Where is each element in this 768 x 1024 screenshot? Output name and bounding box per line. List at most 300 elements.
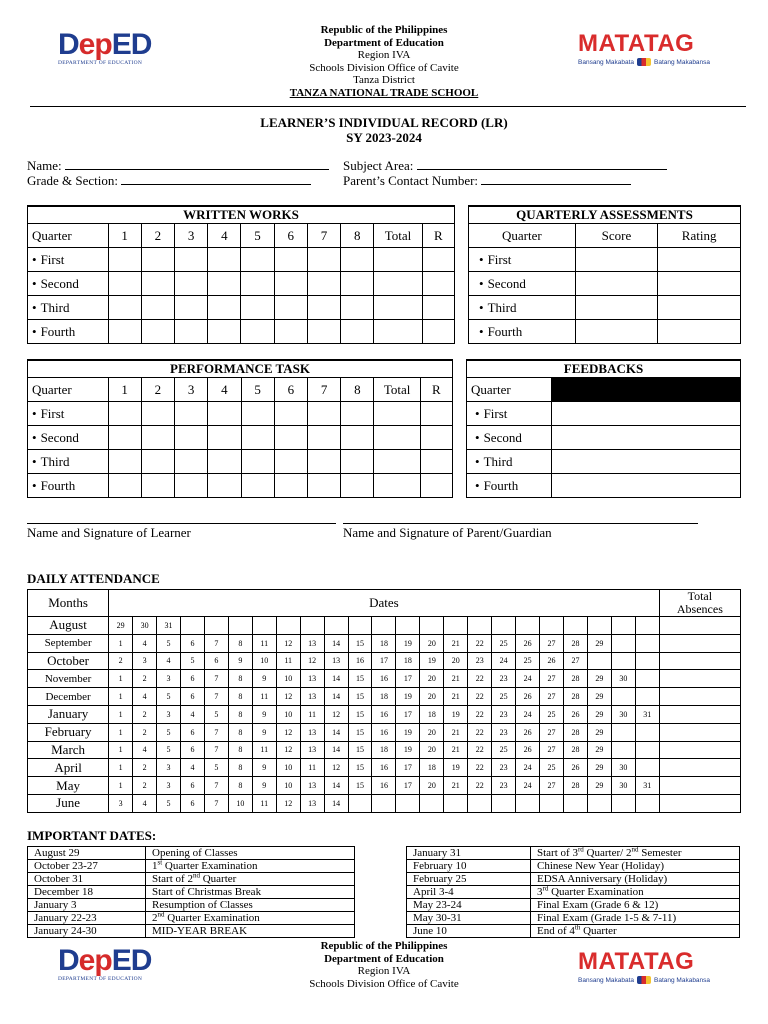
empty-date-cell [516, 617, 540, 635]
important-date-row [28, 912, 355, 925]
date-cell: 1 [109, 705, 133, 723]
attendance-row [28, 652, 741, 670]
important-date: January 31 [407, 847, 531, 860]
date-cell: 8 [228, 741, 252, 759]
date-cell: 27 [540, 670, 564, 688]
learner-signature-line [27, 523, 336, 524]
date-cell: 15 [348, 688, 372, 706]
date-cell: 4 [133, 794, 157, 812]
attendance-row [28, 777, 741, 795]
empty-date-cell [300, 617, 324, 635]
flag-icon [637, 58, 651, 66]
important-event: MID-YEAR BREAK [146, 925, 355, 938]
date-cell: 13 [300, 670, 324, 688]
date-cell: 1 [109, 777, 133, 795]
empty-date-cell [635, 688, 659, 706]
date-cell: 16 [372, 670, 396, 688]
date-cell: 1 [109, 688, 133, 706]
date-cell: 24 [492, 652, 516, 670]
date-cell: 30 [611, 670, 635, 688]
date-cell: 17 [396, 759, 420, 777]
date-cell: 9 [252, 759, 276, 777]
date-cell: 20 [420, 741, 444, 759]
date-cell: 7 [204, 723, 228, 741]
empty-date-cell [635, 617, 659, 635]
month-label: November [28, 670, 109, 688]
empty-date-cell [611, 688, 635, 706]
header-text: Republic of the Philippines Department of Education Region IVA Schools Division Office of Cavite Tanza District TANZA NATIONAL TRADE SCHOOL [234, 24, 534, 99]
date-cell: 26 [516, 634, 540, 652]
date-cell: 8 [228, 688, 252, 706]
date-cell: 16 [348, 652, 372, 670]
date-cell: 29 [587, 741, 611, 759]
month-label: June [28, 794, 109, 812]
fb-row-label: • First [467, 402, 552, 426]
empty-date-cell [540, 617, 564, 635]
important-date-row [28, 925, 355, 938]
date-cell: 15 [348, 670, 372, 688]
total-absences-cell [659, 705, 740, 723]
qa-row-label: • Third [469, 296, 576, 320]
date-cell: 5 [157, 688, 181, 706]
date-cell: 12 [276, 634, 300, 652]
important-event: Start of Christmas Break [146, 886, 355, 899]
date-cell: 21 [444, 670, 468, 688]
attendance-row [28, 688, 741, 706]
date-cell: 16 [372, 705, 396, 723]
total-absences-cell [659, 794, 740, 812]
month-label: December [28, 688, 109, 706]
empty-date-cell [372, 617, 396, 635]
date-cell: 9 [252, 705, 276, 723]
date-cell: 14 [324, 777, 348, 795]
important-date-row [407, 912, 740, 925]
important-date: April 3-4 [407, 886, 531, 899]
attendance-row [28, 759, 741, 777]
empty-date-cell [348, 794, 372, 812]
date-cell: 2 [133, 705, 157, 723]
date-cell: 24 [516, 705, 540, 723]
date-cell: 26 [563, 705, 587, 723]
date-cell: 19 [420, 652, 444, 670]
date-cell: 10 [276, 705, 300, 723]
date-cell: 15 [348, 759, 372, 777]
footer-deped-logo: DepED DEPARTMENT OF EDUCATION [58, 944, 152, 982]
important-date: June 10 [407, 925, 531, 938]
footer-text: Republic of the Philippines Department of Education Region IVA Schools Division Office of Cavite [309, 940, 459, 990]
empty-date-cell [635, 794, 659, 812]
date-cell: 19 [396, 723, 420, 741]
total-absences-cell [659, 617, 740, 635]
date-cell: 21 [444, 777, 468, 795]
important-date-row [28, 847, 355, 860]
date-cell: 10 [276, 777, 300, 795]
important-date: January 24-30 [28, 925, 146, 938]
date-cell: 30 [611, 759, 635, 777]
parent-signature-label: Name and Signature of Parent/Guardian [343, 525, 552, 540]
date-cell: 28 [563, 741, 587, 759]
important-event: Chinese New Year (Holiday) [531, 860, 740, 873]
empty-date-cell [444, 794, 468, 812]
date-cell: 12 [276, 741, 300, 759]
empty-date-cell [563, 617, 587, 635]
month-label: February [28, 723, 109, 741]
date-cell: 1 [109, 670, 133, 688]
empty-date-cell [635, 741, 659, 759]
date-cell: 16 [372, 723, 396, 741]
months-header: Months [28, 590, 109, 617]
important-event: Final Exam (Grade 1-5 & 7-11) [531, 912, 740, 925]
date-cell: 14 [324, 634, 348, 652]
date-cell: 25 [492, 741, 516, 759]
fb-row-label: • Second [467, 426, 552, 450]
total-absences-cell [659, 670, 740, 688]
empty-date-cell [396, 794, 420, 812]
important-date-row [407, 847, 740, 860]
date-cell: 11 [252, 741, 276, 759]
date-cell: 2 [109, 652, 133, 670]
total-absences-cell [659, 759, 740, 777]
important-date-row [407, 925, 740, 938]
date-cell: 8 [228, 634, 252, 652]
date-cell: 6 [180, 777, 204, 795]
date-cell: 8 [228, 705, 252, 723]
empty-date-cell [635, 670, 659, 688]
empty-date-cell [611, 741, 635, 759]
date-cell: 18 [396, 652, 420, 670]
qa-row-label: • Second [469, 272, 576, 296]
attendance-row [28, 617, 741, 635]
date-cell: 18 [372, 688, 396, 706]
date-cell: 21 [444, 741, 468, 759]
date-cell: 17 [372, 652, 396, 670]
date-cell: 9 [252, 670, 276, 688]
date-cell: 25 [540, 759, 564, 777]
date-cell: 1 [109, 759, 133, 777]
date-cell: 11 [300, 705, 324, 723]
date-cell: 24 [516, 777, 540, 795]
empty-date-cell [276, 617, 300, 635]
important-date-row [407, 860, 740, 873]
date-cell: 22 [468, 723, 492, 741]
date-cell: 22 [468, 705, 492, 723]
date-cell: 11 [300, 759, 324, 777]
important-date: January 3 [28, 899, 146, 912]
footer-matatag-logo: MATATAG Bansang Makabata Batang Makabansa [578, 948, 711, 984]
date-cell: 26 [540, 652, 564, 670]
date-cell: 26 [563, 759, 587, 777]
date-cell: 16 [372, 777, 396, 795]
date-cell: 23 [492, 723, 516, 741]
date-cell: 1 [109, 634, 133, 652]
date-cell: 12 [276, 688, 300, 706]
empty-date-cell [611, 617, 635, 635]
ww-row-label: • First [28, 248, 109, 272]
dates-header: Dates [109, 590, 660, 617]
empty-date-cell [228, 617, 252, 635]
date-cell: 12 [324, 759, 348, 777]
empty-date-cell [635, 723, 659, 741]
important-event: Opening of Classes [146, 847, 355, 860]
date-cell: 15 [348, 777, 372, 795]
empty-date-cell [587, 794, 611, 812]
header-rule [30, 106, 746, 107]
empty-date-cell [348, 617, 372, 635]
month-label: April [28, 759, 109, 777]
pt-row-label: • Second [28, 426, 109, 450]
school-name: TANZA NATIONAL TRADE SCHOOL [289, 86, 479, 99]
empty-date-cell [180, 617, 204, 635]
date-cell: 12 [276, 794, 300, 812]
date-cell: 28 [563, 634, 587, 652]
date-cell: 3 [109, 794, 133, 812]
date-cell: 18 [372, 741, 396, 759]
date-cell: 13 [300, 723, 324, 741]
written-works-table: WRITTEN WORKS Quarter 1 2 3 4 5 6 7 8 Total R • First • Second • Third • Fourth [27, 205, 455, 344]
empty-date-cell [611, 652, 635, 670]
important-date: February 10 [407, 860, 531, 873]
date-cell: 22 [468, 777, 492, 795]
date-cell: 5 [157, 741, 181, 759]
date-cell: 31 [157, 617, 181, 635]
date-cell: 9 [252, 777, 276, 795]
date-cell: 27 [540, 723, 564, 741]
date-cell: 6 [180, 670, 204, 688]
subject-field: Subject Area: [343, 158, 667, 173]
date-cell: 13 [300, 741, 324, 759]
pt-row-label: • Third [28, 450, 109, 474]
date-cell: 27 [540, 688, 564, 706]
date-cell: 20 [420, 634, 444, 652]
attendance-title: DAILY ATTENDANCE [27, 571, 160, 586]
date-cell: 10 [276, 759, 300, 777]
date-cell: 27 [540, 634, 564, 652]
date-cell: 29 [587, 777, 611, 795]
important-date-row [407, 899, 740, 912]
date-cell: 16 [372, 759, 396, 777]
total-absences-cell [659, 634, 740, 652]
date-cell: 25 [516, 652, 540, 670]
total-absences-cell [659, 777, 740, 795]
date-cell: 9 [228, 652, 252, 670]
month-label: September [28, 634, 109, 652]
date-cell: 23 [492, 705, 516, 723]
date-cell: 9 [252, 723, 276, 741]
pt-row-label: • Fourth [28, 474, 109, 498]
month-label: August [28, 617, 109, 635]
date-cell: 29 [587, 705, 611, 723]
feedback-header-cell [552, 378, 741, 402]
date-cell: 29 [587, 634, 611, 652]
important-event: 1st Quarter Examination [146, 860, 355, 873]
date-cell: 20 [420, 670, 444, 688]
total-absences-cell [659, 741, 740, 759]
date-cell: 21 [444, 688, 468, 706]
important-event: 2nd Quarter Examination [146, 912, 355, 925]
date-cell: 7 [204, 794, 228, 812]
date-cell: 30 [133, 617, 157, 635]
important-date-row [407, 873, 740, 886]
empty-date-cell [635, 652, 659, 670]
date-cell: 28 [563, 670, 587, 688]
date-cell: 29 [587, 759, 611, 777]
grade-field: Grade & Section: [27, 173, 311, 188]
qa-row-label: • First [469, 248, 576, 272]
date-cell: 22 [468, 634, 492, 652]
empty-date-cell [516, 794, 540, 812]
date-cell: 8 [228, 670, 252, 688]
important-event: EDSA Anniversary (Holiday) [531, 873, 740, 886]
date-cell: 8 [228, 723, 252, 741]
contact-field: Parent’s Contact Number: [343, 173, 631, 188]
date-cell: 3 [157, 777, 181, 795]
important-date: May 23-24 [407, 899, 531, 912]
matatag-logo: MATATAG Bansang Makabata Batang Makabansa [578, 30, 711, 66]
attendance-table [27, 589, 741, 813]
date-cell: 15 [348, 705, 372, 723]
important-event: End of 4th Quarter [531, 925, 740, 938]
date-cell: 17 [396, 777, 420, 795]
attendance-row [28, 741, 741, 759]
date-cell: 5 [180, 652, 204, 670]
date-cell: 7 [204, 634, 228, 652]
date-cell: 30 [611, 777, 635, 795]
empty-date-cell [492, 794, 516, 812]
important-event: Final Exam (Grade 6 & 12) [531, 899, 740, 912]
important-dates-title: IMPORTANT DATES: [27, 828, 157, 843]
date-cell: 22 [468, 759, 492, 777]
date-cell: 14 [324, 670, 348, 688]
performance-title: PERFORMANCE TASK [28, 360, 453, 378]
date-cell: 13 [300, 634, 324, 652]
date-cell: 20 [444, 652, 468, 670]
date-cell: 10 [252, 652, 276, 670]
date-cell: 15 [348, 741, 372, 759]
date-cell: 8 [228, 759, 252, 777]
total-absences-cell [659, 723, 740, 741]
important-date-row [28, 873, 355, 886]
date-cell: 11 [252, 634, 276, 652]
date-cell: 8 [228, 777, 252, 795]
date-cell: 7 [204, 670, 228, 688]
date-cell: 27 [540, 741, 564, 759]
date-cell: 24 [516, 670, 540, 688]
date-cell: 31 [635, 705, 659, 723]
date-cell: 14 [324, 723, 348, 741]
date-cell: 6 [180, 634, 204, 652]
date-cell: 26 [516, 741, 540, 759]
date-cell: 6 [180, 794, 204, 812]
empty-date-cell [611, 723, 635, 741]
important-event: Start of 2nd Quarter [146, 873, 355, 886]
date-cell: 15 [348, 634, 372, 652]
attendance-row [28, 670, 741, 688]
important-date-row [28, 899, 355, 912]
month-label: May [28, 777, 109, 795]
date-cell: 6 [180, 688, 204, 706]
date-cell: 29 [587, 670, 611, 688]
important-dates-right [406, 846, 740, 938]
date-cell: 14 [324, 688, 348, 706]
learner-signature-label: Name and Signature of Learner [27, 525, 191, 540]
empty-date-cell [372, 794, 396, 812]
date-cell: 10 [228, 794, 252, 812]
date-cell: 1 [109, 723, 133, 741]
date-cell: 27 [540, 777, 564, 795]
ww-row-label: • Third [28, 296, 109, 320]
ww-row-label: • Second [28, 272, 109, 296]
important-dates-left [27, 846, 355, 938]
attendance-row [28, 794, 741, 812]
date-cell: 4 [180, 705, 204, 723]
written-works-title: WRITTEN WORKS [28, 206, 455, 224]
attendance-row [28, 723, 741, 741]
attendance-row [28, 705, 741, 723]
date-cell: 5 [157, 723, 181, 741]
important-event: Resumption of Classes [146, 899, 355, 912]
date-cell: 26 [516, 688, 540, 706]
date-cell: 13 [300, 777, 324, 795]
date-cell: 20 [420, 723, 444, 741]
date-cell: 17 [396, 705, 420, 723]
total-absences-header: Total Absences [659, 590, 740, 617]
date-cell: 4 [133, 688, 157, 706]
date-cell: 19 [444, 705, 468, 723]
date-cell: 15 [348, 723, 372, 741]
date-cell: 17 [396, 670, 420, 688]
empty-date-cell [468, 794, 492, 812]
attendance-row [28, 634, 741, 652]
date-cell: 22 [468, 688, 492, 706]
important-date-row [407, 886, 740, 899]
total-absences-cell [659, 688, 740, 706]
date-cell: 4 [180, 759, 204, 777]
empty-date-cell [635, 634, 659, 652]
feedbacks-title: FEEDBACKS [467, 360, 741, 378]
important-date: August 29 [28, 847, 146, 860]
important-date: February 25 [407, 873, 531, 886]
date-cell: 6 [180, 723, 204, 741]
month-label: October [28, 652, 109, 670]
date-cell: 21 [444, 723, 468, 741]
important-date-row [28, 860, 355, 873]
date-cell: 6 [204, 652, 228, 670]
month-label: March [28, 741, 109, 759]
date-cell: 5 [157, 634, 181, 652]
date-cell: 20 [420, 777, 444, 795]
date-cell: 2 [133, 723, 157, 741]
date-cell: 11 [252, 688, 276, 706]
date-cell: 3 [157, 705, 181, 723]
date-cell: 19 [396, 634, 420, 652]
date-cell: 24 [516, 759, 540, 777]
ww-row-label: • Fourth [28, 320, 109, 344]
date-cell: 26 [516, 723, 540, 741]
date-cell: 6 [180, 741, 204, 759]
date-cell: 12 [276, 723, 300, 741]
date-cell: 25 [540, 705, 564, 723]
date-cell: 29 [587, 688, 611, 706]
date-cell: 14 [324, 741, 348, 759]
quarterly-table: QUARTERLY ASSESSMENTS Quarter Score Rating • First • Second • Third • Fourth [468, 205, 741, 344]
quarterly-title: QUARTERLY ASSESSMENTS [469, 206, 741, 224]
date-cell: 28 [563, 723, 587, 741]
date-cell: 10 [276, 670, 300, 688]
date-cell: 2 [133, 670, 157, 688]
date-cell: 22 [468, 670, 492, 688]
date-cell: 13 [300, 794, 324, 812]
flag-icon [637, 976, 651, 984]
